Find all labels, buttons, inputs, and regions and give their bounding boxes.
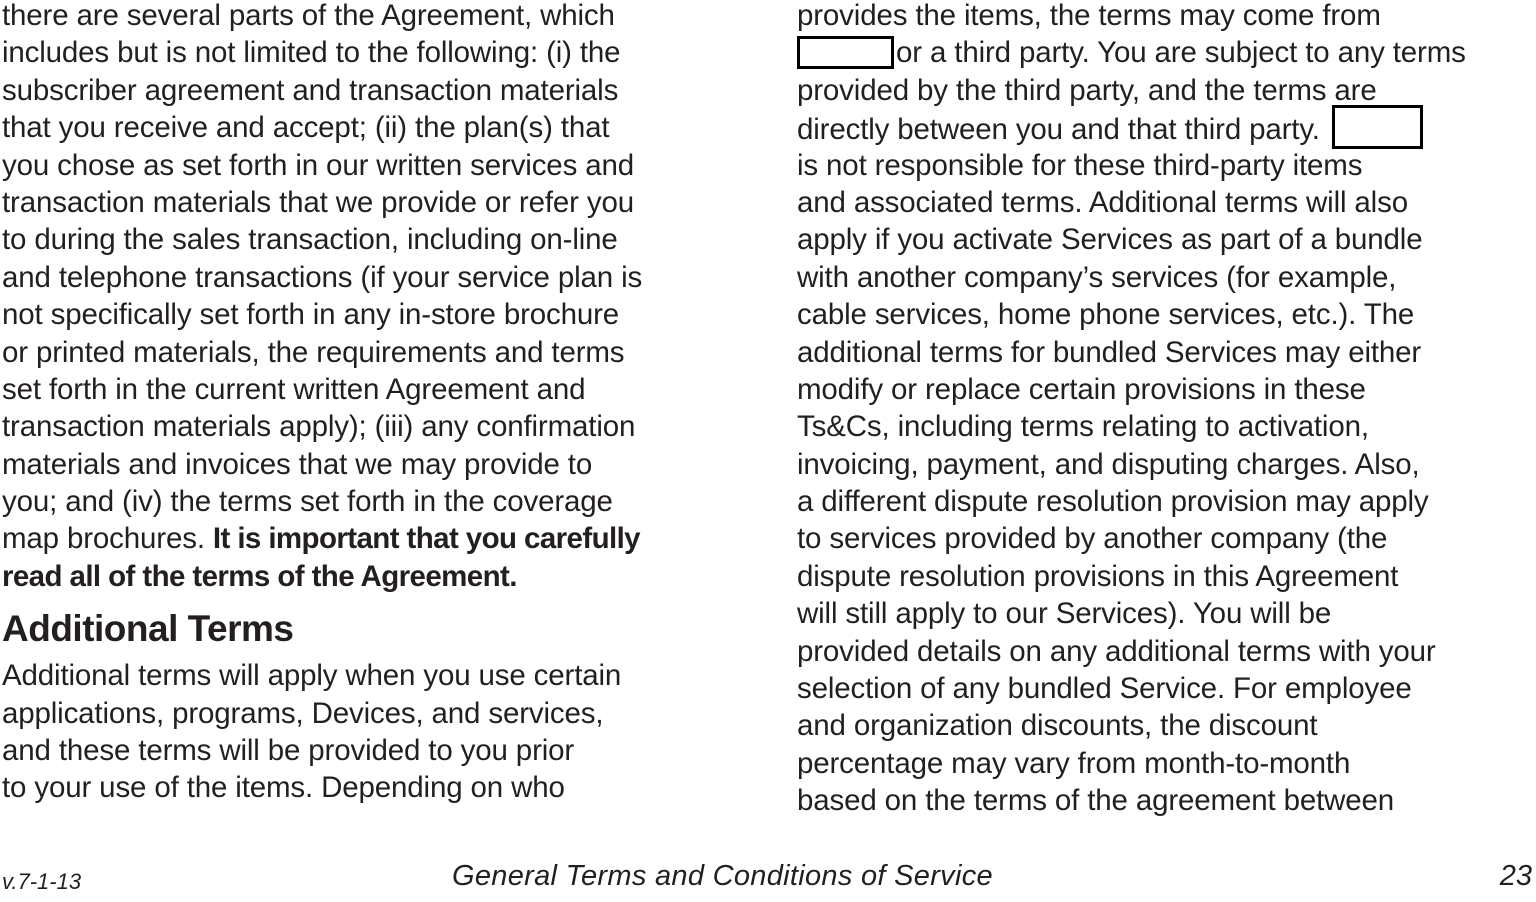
text-line: subscriber agreement and transaction materials bbox=[2, 73, 619, 107]
text-line: a different dispute resolution provision may apply bbox=[797, 485, 1429, 519]
text-line: based on the terms of the agreement between bbox=[797, 784, 1395, 818]
text-line: apply if you activate Services as part of a bundle bbox=[797, 223, 1423, 257]
text-line: and organization discounts, the discount bbox=[797, 709, 1318, 743]
text-line: set forth in the current written Agreement and bbox=[2, 372, 586, 406]
text-line: invoicing, payment, and disputing charges. Also, bbox=[797, 447, 1420, 481]
text-segment: directly between you and that third party. bbox=[797, 112, 1320, 146]
text-line: cable services, home phone services, etc.). The bbox=[797, 298, 1415, 332]
right-text-column bbox=[797, 0, 1536, 820]
left-text-column bbox=[2, 0, 737, 807]
text-line: you; and (iv) the terms set forth in the coverage bbox=[2, 485, 613, 519]
text-line: with another company’s services (for example, bbox=[797, 260, 1397, 294]
text-line: provided details on any additional terms with your bbox=[797, 634, 1436, 668]
text-line: provided by the third party, and the terms are bbox=[797, 73, 1377, 107]
text-line: to during the sales transaction, including on-line bbox=[2, 223, 618, 257]
emphasis-text: It is important that you carefully bbox=[212, 522, 640, 556]
text-line: dispute resolution provisions in this Agreement bbox=[797, 559, 1399, 593]
text-line-with-redaction bbox=[797, 109, 1536, 146]
text-line: transaction materials that we provide or refer you bbox=[2, 185, 634, 219]
text-segment: or a third party. You are subject to any terms bbox=[896, 36, 1466, 70]
text-line: there are several parts of the Agreement, which bbox=[2, 0, 615, 32]
text-line: Additional terms will apply when you use certain bbox=[2, 659, 622, 693]
text-line: modify or replace certain provisions in these bbox=[797, 372, 1366, 406]
mixed-emphasis-line bbox=[2, 520, 737, 557]
section-heading: Additional Terms bbox=[2, 608, 294, 650]
footer-title: General Terms and Conditions of Service bbox=[452, 860, 993, 892]
text-line-with-redaction bbox=[797, 34, 1536, 71]
text-line: to your use of the items. Depending on who bbox=[2, 771, 565, 805]
text-line: materials and invoices that we may provide to bbox=[2, 447, 593, 481]
text-line: is not responsible for these third-party items bbox=[797, 148, 1363, 182]
footer-version: v.7-1-13 bbox=[2, 869, 82, 894]
text-line: percentage may vary from month-to-month bbox=[797, 746, 1351, 780]
emphasis-line: read all of the terms of the Agreement. bbox=[2, 559, 517, 593]
text-line: selection of any bundled Service. For employee bbox=[797, 672, 1412, 706]
text-line: to services provided by another company (the bbox=[797, 522, 1388, 556]
text-line: additional terms for bundled Services may either bbox=[797, 335, 1422, 369]
text-line: you chose as set forth in our written services and bbox=[2, 148, 634, 182]
text-line: includes but is not limited to the following: (i) the bbox=[2, 36, 621, 70]
text-line: transaction materials apply); (iii) any confirmation bbox=[2, 410, 636, 444]
text-line: will still apply to our Services). You will be bbox=[797, 597, 1332, 631]
text-line: applications, programs, Devices, and services, bbox=[2, 696, 604, 730]
text-line: Ts&Cs, including terms relating to activation, bbox=[797, 410, 1369, 444]
text-line: that you receive and accept; (ii) the plan(s) that bbox=[2, 111, 610, 145]
text-line: and telephone transactions (if your service plan is bbox=[2, 260, 643, 294]
redaction-box bbox=[797, 36, 894, 69]
text-line: not specifically set forth in any in-store brochure bbox=[2, 298, 620, 332]
redaction-box bbox=[1332, 105, 1423, 149]
text-line: and associated terms. Additional terms will also bbox=[797, 185, 1408, 219]
page-number: 23 bbox=[1499, 860, 1532, 892]
text-line: provides the items, the terms may come from bbox=[797, 0, 1381, 32]
text-line: and these terms will be provided to you prior bbox=[2, 734, 575, 768]
text-line: or printed materials, the requirements and terms bbox=[2, 335, 625, 369]
text-segment: map brochures. bbox=[2, 522, 213, 556]
